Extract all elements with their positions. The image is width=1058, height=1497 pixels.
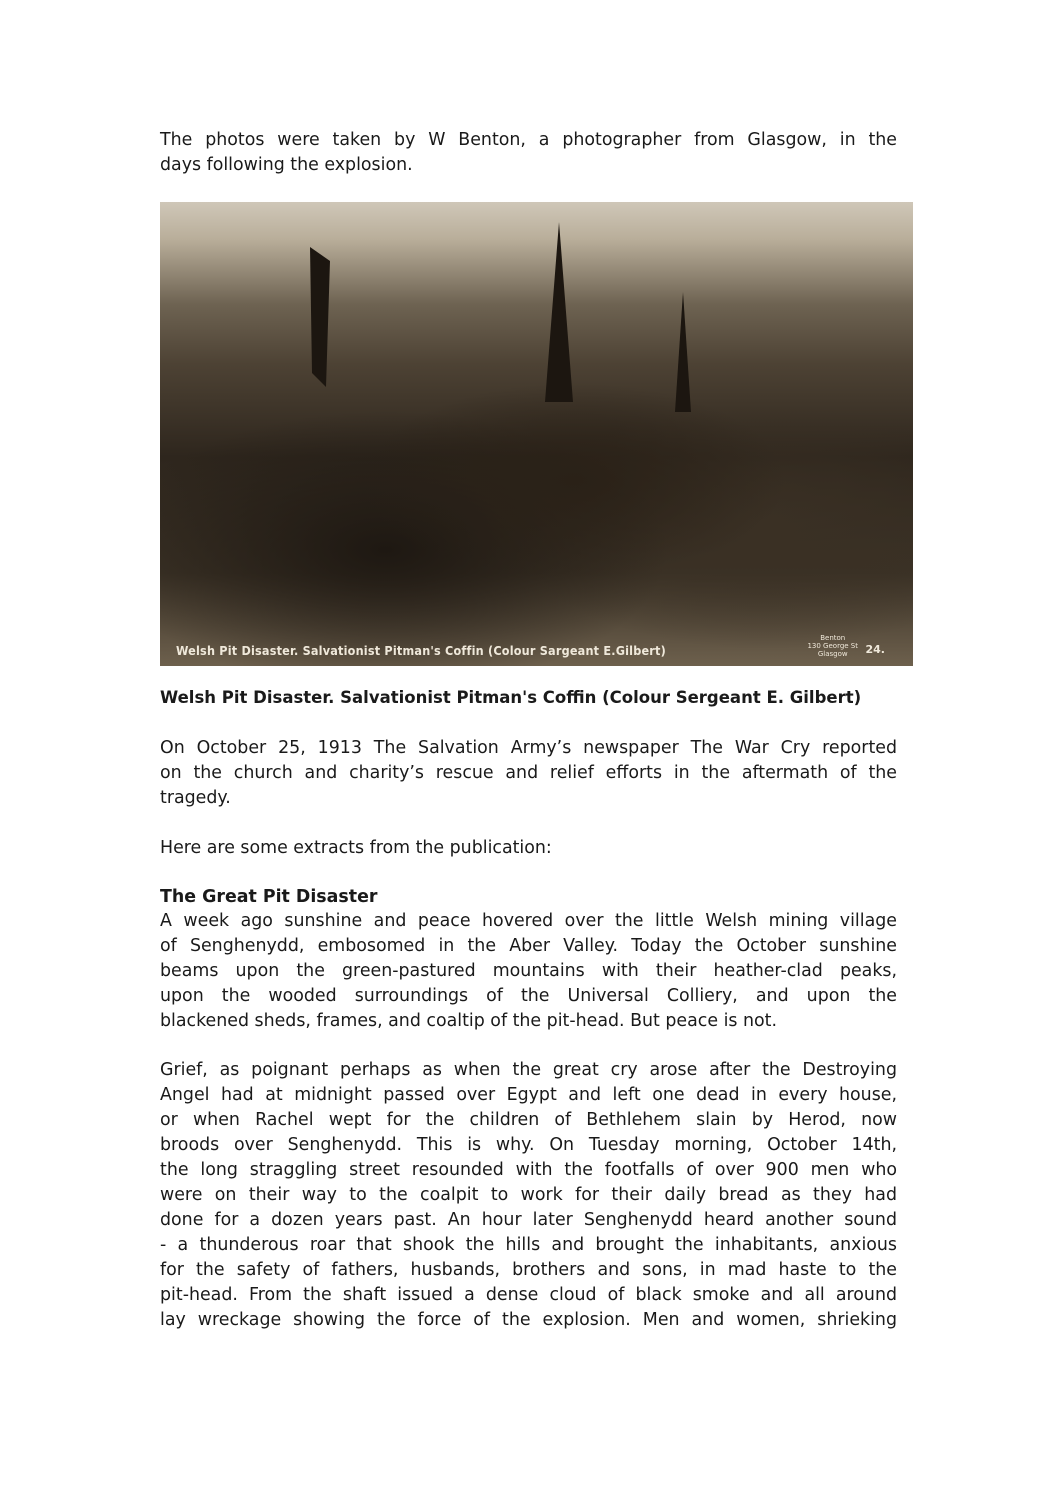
text-line: the long straggling street resounded with the footfalls of over 900 men who	[160, 1160, 897, 1180]
text-line: A week ago sunshine and peace hovered over the little Welsh mining village	[160, 911, 897, 931]
photo-number: 24.	[865, 643, 885, 656]
text-line: for the safety of fathers, husbands, brothers and sons, in mad haste to the	[160, 1260, 897, 1280]
funeral-photograph	[160, 202, 913, 666]
text-line: tragedy.	[160, 788, 231, 808]
text-line: pit-head. From the shaft issued a dense cloud of black smoke and all around	[160, 1285, 897, 1305]
stamp-line: Glasgow	[817, 650, 848, 658]
figure-caption: Welsh Pit Disaster. Salvationist Pitman's Coffin (Colour Sergeant E. Gilbert)	[160, 688, 862, 707]
text-line: beams upon the green-pastured mountains with their heather-clad peaks,	[160, 961, 897, 981]
text-line: - a thunderous roar that shook the hills and brought the inhabitants, anxious	[160, 1235, 897, 1255]
text-line: were on their way to the coalpit to work for their daily bread as they had	[160, 1185, 897, 1205]
paragraph-grief	[160, 1058, 897, 1333]
text-line: upon the wooded surroundings of the Universal Colliery, and upon the	[160, 986, 897, 1006]
text-line: broods over Senghenydd. This is why. On Tuesday morning, October 14th,	[160, 1135, 897, 1155]
section-heading: The Great Pit Disaster	[160, 887, 378, 907]
text-line: lay wreckage showing the force of the explosion. Men and women, shrieking	[160, 1310, 897, 1330]
paragraph-extracts-intro	[160, 836, 897, 861]
text-line: on the church and charity’s rescue and relief efforts in the aftermath of the	[160, 763, 897, 783]
text-line: The photos were taken by W Benton, a photographer from Glasgow, in the	[160, 130, 897, 150]
stamp-line: 130 George St	[807, 642, 858, 650]
photo-caption: Welsh Pit Disaster. Salvationist Pitman's Coffin (Colour Sargeant E.Gilbert)	[176, 643, 666, 658]
text-line: done for a dozen years past. An hour later Senghenydd heard another sound	[160, 1210, 897, 1230]
text-line: blackened sheds, frames, and coaltip of the pit-head. But peace is not.	[160, 1011, 778, 1031]
text-line: or when Rachel wept for the children of Bethlehem slain by Herod, now	[160, 1110, 897, 1130]
text-line: of Senghenydd, embosomed in the Aber Valley. Today the October sunshine	[160, 936, 897, 956]
text-line: On October 25, 1913 The Salvation Army’s newspaper The War Cry reported	[160, 738, 897, 758]
paragraph-sunshine	[160, 909, 897, 1034]
stamp-line: Benton	[820, 634, 846, 642]
intro-paragraph	[160, 128, 897, 178]
paragraph-war-cry	[160, 736, 897, 811]
text-line: Here are some extracts from the publication:	[160, 838, 552, 858]
text-line: Grief, as poignant perhaps as when the great cry arose after the Destroying	[160, 1060, 897, 1080]
photographer-stamp	[807, 634, 858, 658]
text-line: Angel had at midnight passed over Egypt and left one dead in every house,	[160, 1085, 897, 1105]
text-line: days following the explosion.	[160, 155, 413, 175]
